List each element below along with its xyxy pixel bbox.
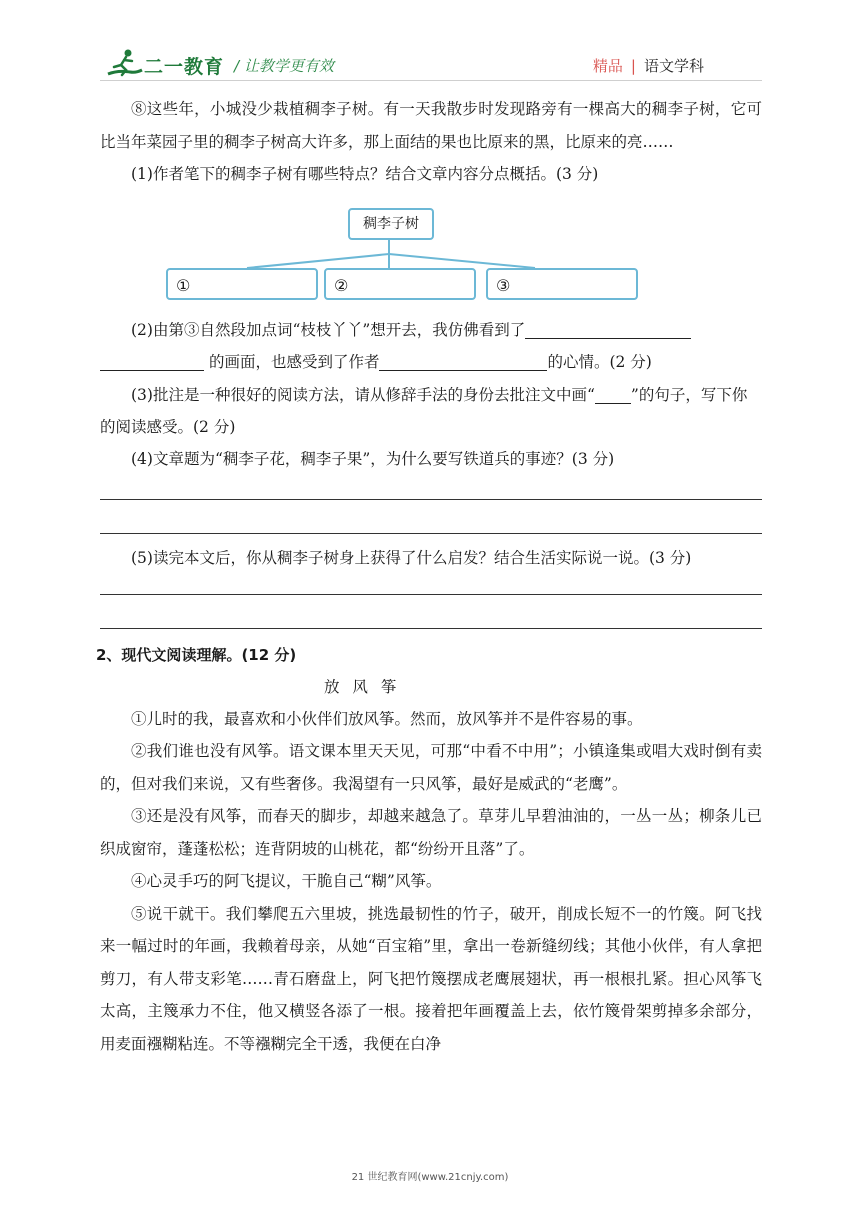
answer-blank-2b[interactable] <box>100 352 204 371</box>
underline-sample <box>595 385 631 404</box>
diagram-branch-1[interactable]: ① <box>166 268 318 300</box>
question-2-part-c: 的心情。(2 分) <box>547 353 652 371</box>
article-paragraph-2: ②我们谁也没有风筝。语文课本里天天见，可那“中看不中用”；小镇逢集或唱大戏时倒有卖的，但对我们来说，又有些奢侈。我渴望有一只风筝，最好是威武的“老鹰”。 <box>100 742 762 793</box>
header-separator: | <box>630 57 636 75</box>
page-footer: 21 世纪教育网(www.21cnjy.com) <box>351 1172 509 1183</box>
answer-blank-2a[interactable] <box>525 320 691 339</box>
page-content <box>96 93 762 1060</box>
question-2-continued <box>100 346 762 379</box>
diagram-root-box: 稠李子树 <box>348 208 434 240</box>
question-3 <box>100 379 762 443</box>
article-title: 放 风 筝 <box>324 677 401 696</box>
question-1: (1)作者笔下的稠李子树有哪些特点？结合文章内容分点概括。(3 分) <box>131 165 599 183</box>
question-2 <box>100 314 762 346</box>
answer-line[interactable] <box>100 628 762 629</box>
question-4: (4)文章题为“稠李子花，稠李子果”，为什么要写铁道兵的事迹？(3 分) <box>131 449 615 468</box>
article-paragraph-4: ④心灵手巧的阿飞提议，干脆自己“糊”风筝。 <box>131 872 442 890</box>
mind-map-diagram <box>100 196 762 306</box>
question-2-part-a: (2)由第③自然段加点词“枝枝丫丫”想开去，我仿佛看到了 <box>131 321 526 339</box>
question-5: (5)读完本文后，你从稠李子树身上获得了什么启发？结合生活实际说一说。(3 分) <box>131 548 692 567</box>
passage-paragraph-8: ⑧这些年，小城没少栽植稠李子树。有一天我散步时发现路旁有一棵高大的稠李子树，它可比当年菜园子里的稠李子树高大许多，那上面结的果也比原来的黑，比原来的亮…… <box>100 100 762 151</box>
question-3-part-b: ”的句子，写下你的阅读感受。(2 分) <box>100 385 748 436</box>
diagram-branch-3[interactable]: ③ <box>486 268 638 300</box>
slogan: / 让教学更有效 <box>234 57 334 75</box>
article-paragraph-1: ①儿时的我，最喜欢和小伙伴们放风筝。然而，放风筝并不是件容易的事。 <box>131 709 643 728</box>
header-divider <box>100 80 762 81</box>
question-3-part-a: (3)批注是一种很好的阅读方法，请从修辞手法的身份去批注文中画“ <box>131 385 595 404</box>
header-right <box>593 55 704 76</box>
page-header <box>0 0 860 90</box>
article-paragraph-5: ⑤说干就干。我们攀爬五六里坡，挑选最韧性的竹子，破开，削成长短不一的竹篾。阿飞找来一幅过时的年画，我赖着母亲，从她“百宝箱”里，拿出一卷新缝纫线；其他小伙伴，有人拿把剪刀，有人带支彩笔……青石磨盘上，阿飞把竹篾摆成老鹰展翅状，再一根根扎紧。担心风筝飞太高，主篾承力不住，他又横竖各添了一根。接着把年画覆盖上去，依竹篾骨架剪掉多余部分，用麦面襁糊粘连。不等襁糊完全干透，我便在白净 <box>100 904 762 1053</box>
subject-label: 语文学科 <box>643 57 704 75</box>
runner-logo-icon <box>104 48 144 80</box>
answer-blank-2c[interactable] <box>379 352 547 371</box>
article-paragraph-3: ③还是没有风筝，而春天的脚步，却越来越急了。草芽儿早碧油油的，一丛一丛；柳条儿已织成窗帘，蓬蓬松松；连背阴坡的山桃花，都“纷纷开且落”了。 <box>100 807 762 858</box>
quality-label: 精品 <box>592 57 623 75</box>
section-2-title: 2、现代文阅读理解。(12 分) <box>96 645 297 664</box>
diagram-branch-2[interactable]: ② <box>324 268 476 300</box>
logo-text: 二一教育 <box>144 56 225 78</box>
question-2-part-b: 的画面，也感受到了作者 <box>208 353 380 371</box>
